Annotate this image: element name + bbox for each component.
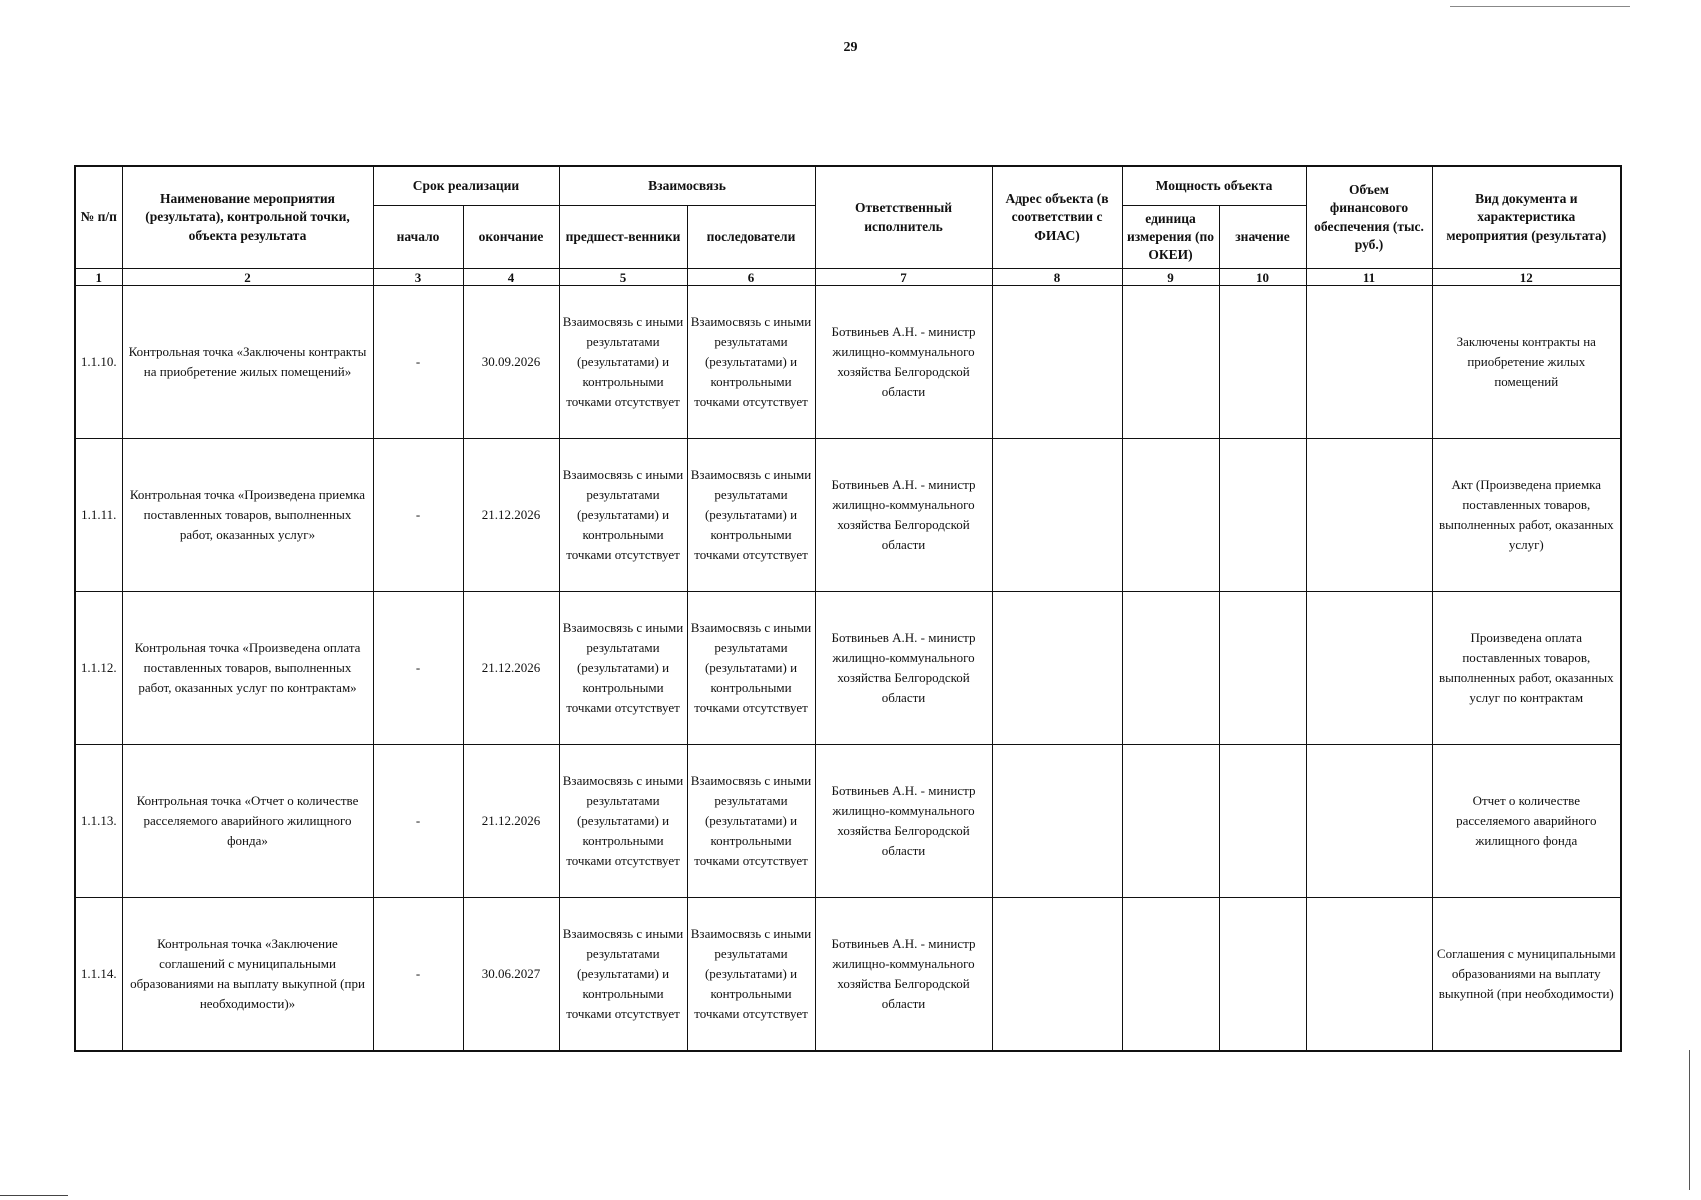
row-start: - [373, 745, 463, 898]
header-term-start: начало [373, 206, 463, 269]
row-unit [1122, 439, 1219, 592]
column-number: 3 [373, 269, 463, 286]
row-document: Заключены контракты на приобретение жилых помещений [1432, 286, 1621, 439]
column-number: 6 [687, 269, 815, 286]
plan-table [74, 165, 1622, 1052]
row-finance [1306, 286, 1432, 439]
header-address: Адрес объекта (в соответствии с ФИАС) [992, 166, 1122, 269]
row-document: Отчет о количестве расселяемого аварийного жилищного фонда [1432, 745, 1621, 898]
column-number: 1 [75, 269, 122, 286]
row-responsible: Ботвиньев А.Н. - министр жилищно-коммунального хозяйства Белгородской области [815, 745, 992, 898]
row-address [992, 592, 1122, 745]
row-end: 21.12.2026 [463, 745, 559, 898]
table-row [75, 745, 1621, 898]
row-start: - [373, 898, 463, 1052]
header-link-group: Взаимосвязь [559, 166, 815, 206]
row-num: 1.1.14. [75, 898, 122, 1052]
row-prev: Взаимосвязь с иными результатами (результатами) и контрольными точками отсутствует [559, 745, 687, 898]
column-number: 11 [1306, 269, 1432, 286]
column-numbers-row [75, 269, 1621, 286]
row-num: 1.1.10. [75, 286, 122, 439]
row-end: 21.12.2026 [463, 439, 559, 592]
scan-edge-mark [0, 1195, 68, 1196]
header-finance: Объем финансового обеспечения (тыс. руб.) [1306, 166, 1432, 269]
row-end: 30.06.2027 [463, 898, 559, 1052]
row-start: - [373, 439, 463, 592]
row-value [1219, 745, 1306, 898]
row-prev: Взаимосвязь с иными результатами (результатами) и контрольными точками отсутствует [559, 439, 687, 592]
row-next: Взаимосвязь с иными результатами (результатами) и контрольными точками отсутствует [687, 898, 815, 1052]
row-address [992, 745, 1122, 898]
row-num: 1.1.13. [75, 745, 122, 898]
header-link-next: последователи [687, 206, 815, 269]
table-body [75, 286, 1621, 1052]
row-end: 30.09.2026 [463, 286, 559, 439]
row-value [1219, 592, 1306, 745]
row-name: Контрольная точка «Произведена оплата поставленных товаров, выполненных работ, оказанных услуг по контрактам» [122, 592, 373, 745]
row-finance [1306, 592, 1432, 745]
row-document: Акт (Произведена приемка поставленных товаров, выполненных работ, оказанных услуг) [1432, 439, 1621, 592]
column-number: 5 [559, 269, 687, 286]
row-finance [1306, 439, 1432, 592]
row-next: Взаимосвязь с иными результатами (результатами) и контрольными точками отсутствует [687, 439, 815, 592]
column-number: 2 [122, 269, 373, 286]
header-name: Наименование мероприятия (результата), контрольной точки, объекта результата [122, 166, 373, 269]
header-responsible: Ответственный исполнитель [815, 166, 992, 269]
row-prev: Взаимосвязь с иными результатами (результатами) и контрольными точками отсутствует [559, 286, 687, 439]
row-address [992, 286, 1122, 439]
column-number: 9 [1122, 269, 1219, 286]
row-responsible: Ботвиньев А.Н. - министр жилищно-коммунального хозяйства Белгородской области [815, 592, 992, 745]
row-address [992, 439, 1122, 592]
row-prev: Взаимосвязь с иными результатами (результатами) и контрольными точками отсутствует [559, 898, 687, 1052]
page-number: 29 [843, 40, 858, 55]
row-next: Взаимосвязь с иными результатами (результатами) и контрольными точками отсутствует [687, 745, 815, 898]
column-number: 8 [992, 269, 1122, 286]
row-next: Взаимосвязь с иными результатами (результатами) и контрольными точками отсутствует [687, 286, 815, 439]
table-row [75, 592, 1621, 745]
row-num: 1.1.12. [75, 592, 122, 745]
column-number: 10 [1219, 269, 1306, 286]
header-power-unit: единица измерения (по ОКЕИ) [1122, 206, 1219, 269]
header-document: Вид документа и характеристика мероприятия (результата) [1432, 166, 1621, 269]
row-value [1219, 286, 1306, 439]
row-next: Взаимосвязь с иными результатами (результатами) и контрольными точками отсутствует [687, 592, 815, 745]
row-address [992, 898, 1122, 1052]
row-unit [1122, 286, 1219, 439]
row-name: Контрольная точка «Произведена приемка поставленных товаров, выполненных работ, оказанных услуг» [122, 439, 373, 592]
scan-edge-mark [1450, 6, 1630, 7]
header-term-group: Срок реализации [373, 166, 559, 206]
row-end: 21.12.2026 [463, 592, 559, 745]
table-row [75, 439, 1621, 592]
header-power-group: Мощность объекта [1122, 166, 1306, 206]
row-finance [1306, 898, 1432, 1052]
row-start: - [373, 286, 463, 439]
row-value [1219, 439, 1306, 592]
row-name: Контрольная точка «Отчет о количестве расселяемого аварийного жилищного фонда» [122, 745, 373, 898]
row-unit [1122, 745, 1219, 898]
column-number: 7 [815, 269, 992, 286]
header-link-prev: предшест-венники [559, 206, 687, 269]
column-number: 4 [463, 269, 559, 286]
row-unit [1122, 592, 1219, 745]
table-row [75, 898, 1621, 1052]
row-document: Произведена оплата поставленных товаров, выполненных работ, оказанных услуг по контрактам [1432, 592, 1621, 745]
table-row [75, 286, 1621, 439]
row-document: Соглашения с муниципальными образованиями на выплату выкупной (при необходимости) [1432, 898, 1621, 1052]
row-num: 1.1.11. [75, 439, 122, 592]
row-unit [1122, 898, 1219, 1052]
scan-edge-mark [1689, 1050, 1690, 1190]
row-start: - [373, 592, 463, 745]
column-number: 12 [1432, 269, 1621, 286]
table-header [75, 166, 1621, 286]
row-prev: Взаимосвязь с иными результатами (результатами) и контрольными точками отсутствует [559, 592, 687, 745]
row-responsible: Ботвиньев А.Н. - министр жилищно-коммунального хозяйства Белгородской области [815, 898, 992, 1052]
header-power-value: значение [1219, 206, 1306, 269]
header-term-end: окончание [463, 206, 559, 269]
header-num: № п/п [75, 166, 122, 269]
row-name: Контрольная точка «Заключение соглашений с муниципальными образованиями на выплату выкупной (при необходимости)» [122, 898, 373, 1052]
row-value [1219, 898, 1306, 1052]
row-name: Контрольная точка «Заключены контракты на приобретение жилых помещений» [122, 286, 373, 439]
row-responsible: Ботвиньев А.Н. - министр жилищно-коммунального хозяйства Белгородской области [815, 439, 992, 592]
row-finance [1306, 745, 1432, 898]
row-responsible: Ботвиньев А.Н. - министр жилищно-коммунального хозяйства Белгородской области [815, 286, 992, 439]
